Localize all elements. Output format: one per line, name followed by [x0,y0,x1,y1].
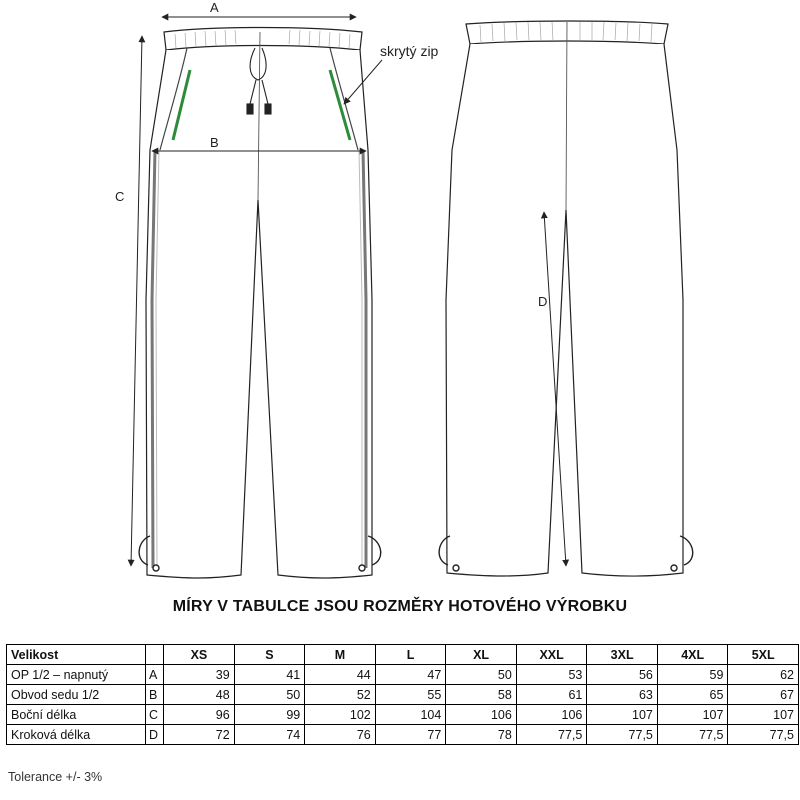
table-row [7,665,799,685]
size-header-xs: XS [164,645,235,665]
measurement-name: Kroková délka [7,725,146,745]
measurement-value: 77,5 [587,725,658,745]
measurement-code: D [146,725,164,745]
zip-callout-label: skrytý zip [380,43,439,59]
measurement-value: 41 [234,665,305,685]
measurement-value: 78 [446,725,517,745]
table-heading: MÍRY V TABULCE JSOU ROZMĚRY HOTOVÉHO VÝROBKU [172,598,628,615]
size-header-5xl: 5XL [728,645,799,665]
dimension-label-d: D [538,294,548,309]
measurement-value: 50 [234,685,305,705]
measurement-value: 107 [587,705,658,725]
measurement-code: B [146,685,164,705]
back-outline [446,44,683,576]
dimension-line-c [131,36,142,566]
measurement-value: 77,5 [516,725,587,745]
measurement-value: 74 [234,725,305,745]
measurement-value: 58 [446,685,517,705]
measurement-name: Obvod sedu 1/2 [7,685,146,705]
measurement-value: 104 [375,705,446,725]
front-view [139,28,381,579]
measurement-value: 72 [164,725,235,745]
measurement-value: 99 [234,705,305,725]
size-table-body [7,665,799,745]
size-header-code [146,645,164,665]
measurement-name: Boční délka [7,705,146,725]
tolerance-note: Tolerance +/- 3% [8,770,103,784]
measurement-value: 63 [587,685,658,705]
measurement-value: 48 [164,685,235,705]
size-header-s: S [234,645,305,665]
dimension-label-a: A [210,0,219,15]
measurement-value: 76 [305,725,376,745]
dimension-label-c: C [115,189,125,204]
measurement-value: 59 [657,665,728,685]
measurement-value: 52 [305,685,376,705]
measurement-value: 53 [516,665,587,685]
measurement-value: 77,5 [728,725,799,745]
measurement-value: 55 [375,685,446,705]
measurement-value: 67 [728,685,799,705]
measurement-value: 96 [164,705,235,725]
size-header-3xl: 3XL [587,645,658,665]
measurement-code: C [146,705,164,725]
measurement-name: OP 1/2 – napnutý [7,665,146,685]
measurement-value: 56 [587,665,658,685]
measurement-value: 65 [657,685,728,705]
back-view [439,21,693,576]
measurement-value: 107 [728,705,799,725]
size-header-xl: XL [446,645,517,665]
measurement-value: 44 [305,665,376,685]
measurement-value: 61 [516,685,587,705]
measurement-code: A [146,665,164,685]
measurement-value: 106 [446,705,517,725]
measurement-value: 106 [516,705,587,725]
size-header-row [7,645,799,665]
size-header-label: Velikost [7,645,146,665]
measurement-value: 62 [728,665,799,685]
table-row [7,705,799,725]
table-row [7,725,799,745]
table-row [7,685,799,705]
size-header-xxl: XXL [516,645,587,665]
measurement-value: 77 [375,725,446,745]
front-waistband [164,28,362,51]
size-header-l: L [375,645,446,665]
size-header-4xl: 4XL [657,645,728,665]
dimension-label-b: B [210,135,219,150]
measurement-value: 50 [446,665,517,685]
size-chart-table [6,644,799,745]
measurement-value: 77,5 [657,725,728,745]
size-header-m: M [305,645,376,665]
measurement-value: 39 [164,665,235,685]
measurement-value: 47 [375,665,446,685]
measurement-value: 107 [657,705,728,725]
measurement-value: 102 [305,705,376,725]
